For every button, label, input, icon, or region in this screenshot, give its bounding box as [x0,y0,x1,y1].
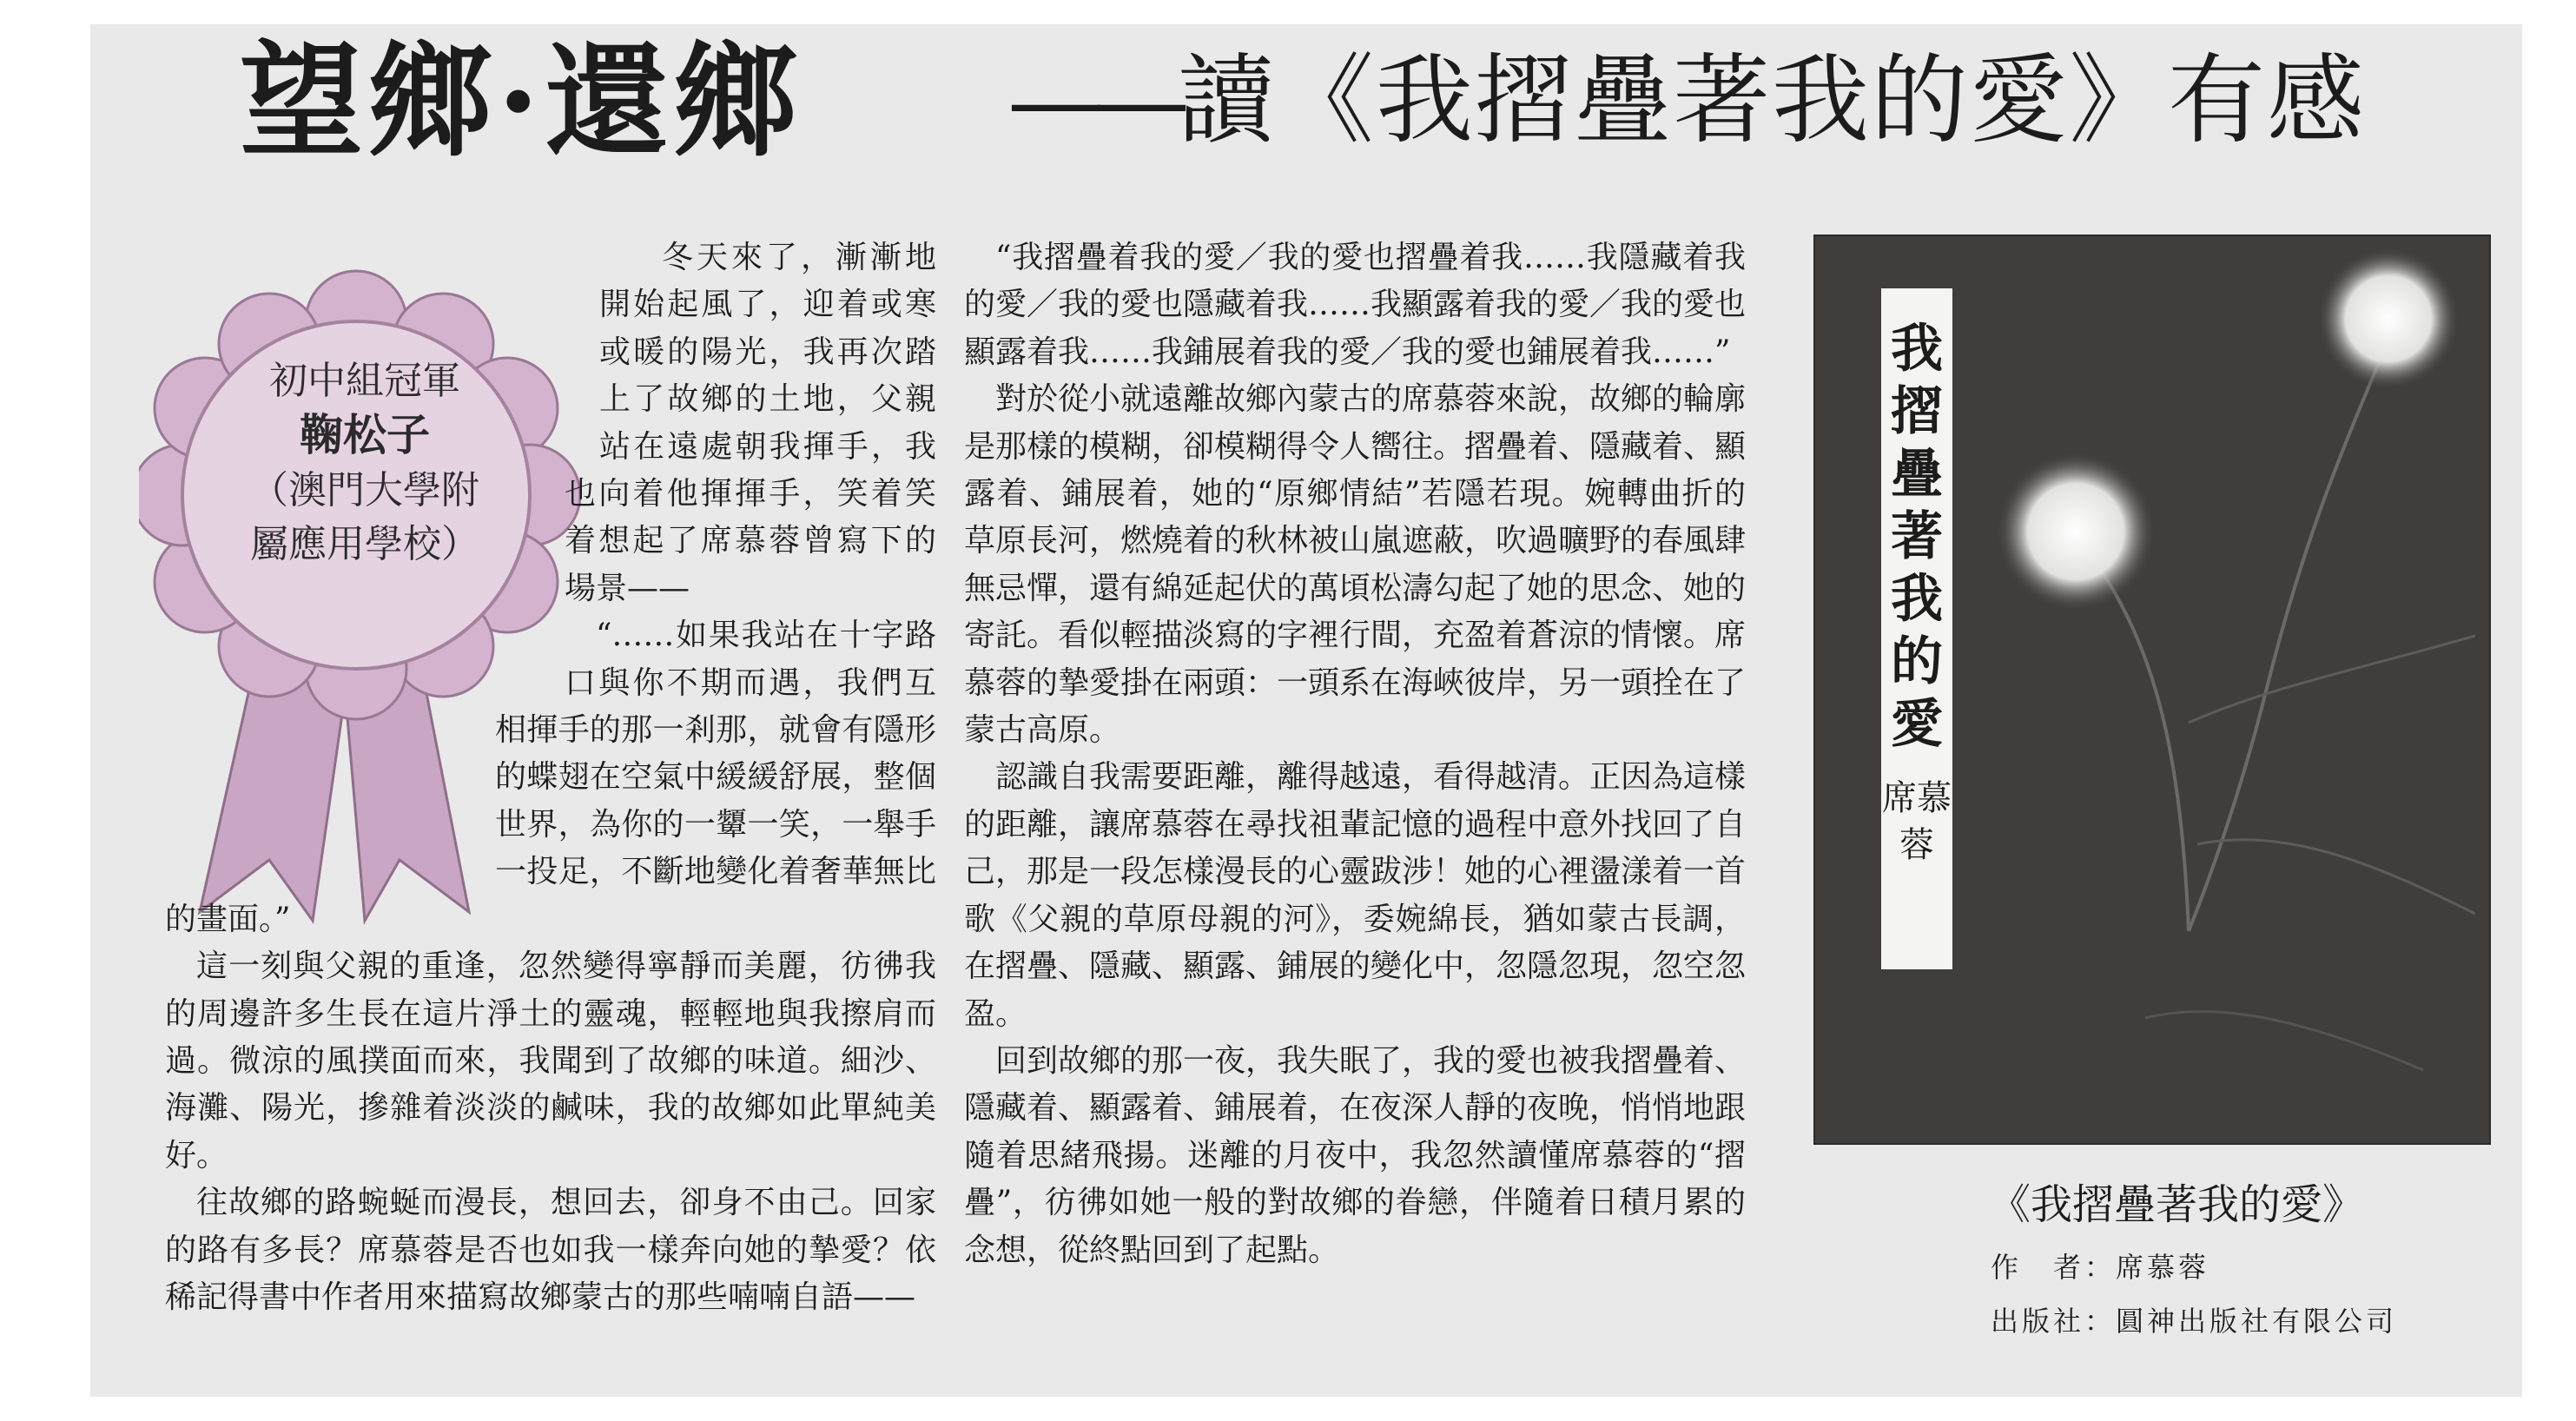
headline-subtitle: 讀《我摺疊著我的愛》有感 [1178,44,2366,157]
paragraph: 往故鄉的路蜿蜒而漫長，想回去，卻身不由己。回家的路有多長？席慕蓉是否也如我一樣奔向她的摯愛？依稀記得書中作者用來描寫故鄉蒙古的那些喃喃自語—— [165,1185,936,1315]
headline-sub [1007,44,2366,157]
cover-title: 我摺疊著我的愛 [1891,319,1943,755]
paragraph: “我摺疊着我的愛／我的愛也摺疊着我……我隱藏着我的愛／我的愛也隱藏着我……我顯露着我的愛／我的愛也顯露着我……我鋪展着我的愛／我的愛也鋪展着我……” [964,240,1747,370]
paragraph: “……如果我站在十字路口與你不期而遇，我們互相揮手的那一剎那，就會有隱形的蝶翅在空氣中緩緩舒展，整個世界，為你的一顰一笑，一舉手一投足，不斷地變化着奢華無比的畫面。” [165,618,936,937]
paragraph: 認識自我需要距離，離得越遠，看得越清。正因為這樣的距離，讓席慕蓉在尋找祖輩記憶的過程中意外找回了自己，那是一段怎樣漫長的心靈跋涉！她的心裡盪漾着一首歌《父親的草原母親的河》，委婉綿長，猶如蒙古長調，在摺疊、隱藏、顯露、鋪展的變化中，忽隱忽現，忽空忽盈。 [964,759,1747,1032]
book-caption: 《我摺疊著我的愛》 [1989,1180,2365,1229]
cover-title-strip [1881,288,1952,969]
paragraph: 這一刻與父親的重逢，忽然變得寧靜而美麗，彷彿我的周邊許多生長在這片淨土的靈魂，輕輕地與我擦肩而過。微涼的風撲面而來，我聞到了故鄉的味道。細沙、海灘、陽光，摻雜着淡淡的鹹味，我的故鄉如此單純美好。 [165,948,936,1173]
paragraph: 對於從小就遠離故鄉內蒙古的席慕蓉來說，故鄉的輪廓是那樣的模糊，卻模糊得令人嚮往。摺疊着、隱藏着、顯露着、鋪展着，她的“原鄉情結”若隱若現。婉轉曲折的草原長河，燃燒着的秋林被山嵐遮蔽，吹過曠野的春風肆無忌憚，還有綿延起伏的萬頃松濤勾起了她的思念、她的寄託。看似輕描淡寫的字裡行間，充盈着蒼涼的情懷。席慕蓉的摯愛掛在兩頭：一頭系在海峽彼岸，另一頭拴在了蒙古高原。 [964,381,1747,749]
badge-winner-name: 鞠松子 [300,409,430,460]
badge-line-3: （澳門大學附 [250,468,479,512]
book-cover-image [1813,235,2491,1145]
cover-author: 席慕蓉 [1882,778,1952,865]
badge-line-1: 初中組冠軍 [269,359,460,403]
book-author: 作 者：席慕蓉 [1991,1251,2210,1284]
book-publisher: 出版社：圓神出版社有限公司 [1991,1305,2398,1338]
headline-main: 望鄉·還鄉 [240,30,803,174]
badge-line-4: 屬應用學校） [250,522,479,566]
headline-dash: —— [1007,44,1178,157]
article-column-2 [964,235,1746,1274]
article-column-1 [165,235,936,1321]
paragraph: 冬天來了，漸漸地開始起風了，迎着或寒或暖的陽光，我再次踏上了故鄉的土地，父親站在遠處朝我揮手，我也向着他揮揮手，笑着笑着想起了席慕蓉曾寫下的場景—— [565,240,936,606]
paragraph: 回到故鄉的那一夜，我失眠了，我的愛也被我摺疊着、隱藏着、顯露着、鋪展着，在夜深人靜的夜晚，悄悄地跟隨着思緒飛揚。迷離的月夜中，我忽然讀懂席慕蓉的“摺疊”，彷彿如她一般的對故鄉的眷戀，伴隨着日積月累的念想，從終點回到了起點。 [964,1042,1747,1268]
